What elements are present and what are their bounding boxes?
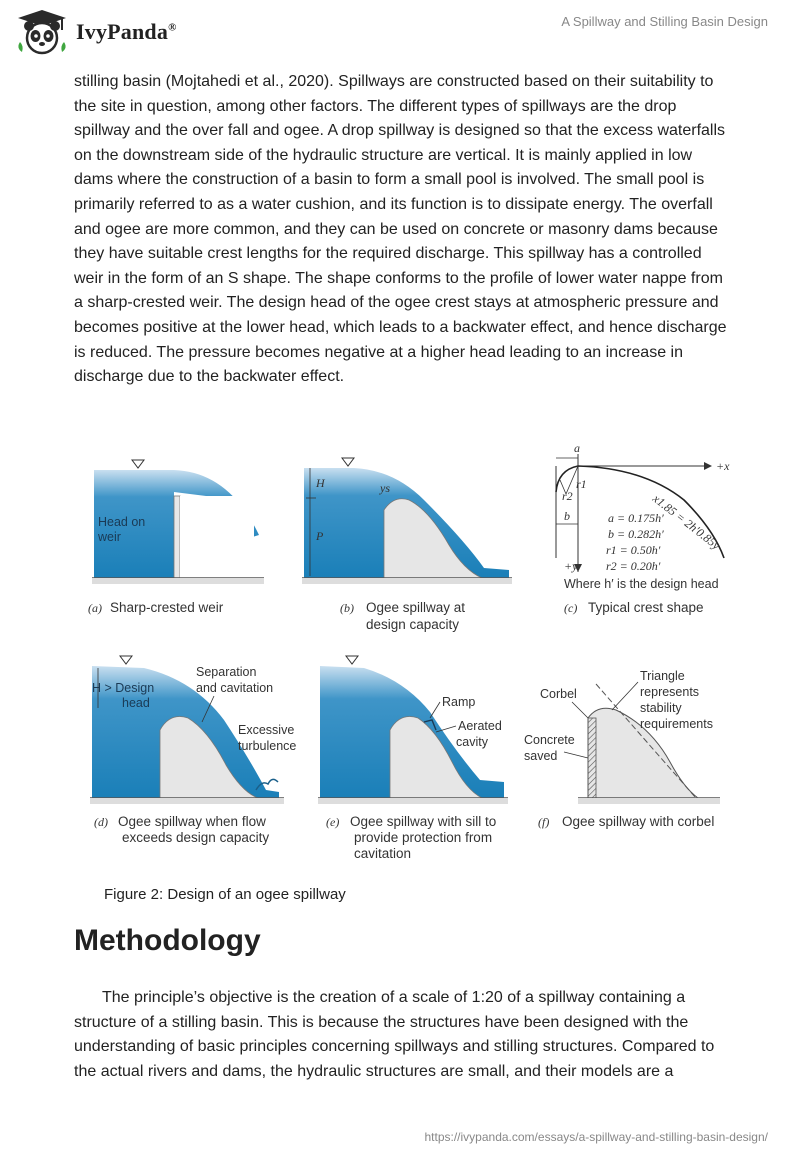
methodology-heading: Methodology xyxy=(74,924,261,957)
logo-trademark: ® xyxy=(168,21,177,34)
panel-f-concrete-label-2: saved xyxy=(524,749,558,763)
body-paragraph: stilling basin (Mojtahedi et al., 2020). Spillways are constructed based on their suitability to the site in question, among other factors. The different types of spillways are the drop spillway and the over fall and ogee. A drop spillway is designed so that the excess waterfalls on the downstream side of the hydraulic structure are vertical. It is mainly applied in low dams where the construction of a basin to form a small pool is involved. The small pool is primarily referred to as a water cushion, and its function is to dissipate energy. The overfall and ogee are more common, and they can be used on concrete or masonry dams because they have suitable crest lengths for the required discharge. This spillway has a controlled weir in the form of an S shape. The shape conforms to the profile of lower water nappe from a sharp-crested weir. The design head of the ogee crest stays at atmospheric pressure and becomes positive at the lower head, which leads to a backwater effect, and hence discharge is reduced. The pressure becomes negative at a higher head leading to an increase in discharge due to the backwater effect. xyxy=(74,73,727,386)
panel-f-triangle-label-3: stability xyxy=(640,701,682,715)
panel-c-y-axis-label: +y xyxy=(564,559,578,573)
panel-e-aerated-label-2: cavity xyxy=(456,735,488,749)
panel-d-letter: (d) xyxy=(94,815,108,829)
panel-a-head-label-2: weir xyxy=(98,530,121,544)
ivypanda-logo[interactable] xyxy=(14,8,177,56)
panel-b-ogee-design-capacity xyxy=(302,458,512,632)
panel-f-corbel-label: Corbel xyxy=(540,687,577,701)
panel-f-concrete-label-1: Concrete xyxy=(524,733,575,747)
logo-name: IvyPanda xyxy=(76,19,169,44)
figure-caption: Figure 2: Design of an ogee spillway xyxy=(104,886,346,903)
document-title: A Spillway and Stilling Basin Design xyxy=(561,14,768,29)
panel-e-caption-1: Ogee spillway with sill to xyxy=(350,814,497,829)
panel-a-sharp-crested-weir xyxy=(88,460,264,615)
panel-a-head-label-1: Head on xyxy=(98,515,146,529)
panel-f-triangle-label-2: represents xyxy=(640,685,700,699)
panel-c-eq-a: a = 0.175h′ xyxy=(608,511,664,525)
panel-d-turbulence-label-1: Excessive xyxy=(238,723,295,737)
panel-c-equation: x1.85 = 2h′0.85y xyxy=(650,491,723,553)
panel-e-ramp-label: Ramp xyxy=(442,695,476,709)
methodology-paragraph: The principle’s objective is the creation of a scale of 1:20 of a spillway containing a structure of a stilling basin. This is because the structures have been designed with the understanding of basic principles concerning spillways and stilling structures. Compared to the actual rivers and dams, the hydraulic structures are small, and their models are a xyxy=(74,989,715,1080)
panel-c-x-axis-label: +x xyxy=(716,459,730,473)
logo-wordmark xyxy=(76,19,177,45)
panel-c-eq-r1: r1 = 0.50h′ xyxy=(606,543,661,557)
panel-e-caption-3: cavitation xyxy=(354,846,412,861)
page-header xyxy=(0,0,800,64)
panel-c-eq-r2: r2 = 0.20h′ xyxy=(606,559,661,573)
panel-e-aerated-label-1: Aerated xyxy=(458,719,502,733)
panel-d-exceeds-capacity xyxy=(90,656,296,845)
panel-a-caption: Sharp-crested weir xyxy=(110,600,224,615)
panda-logo-icon xyxy=(14,8,70,56)
panel-d-separation-label-1: Separation xyxy=(196,665,257,679)
panel-b-H-label: H xyxy=(316,476,325,490)
panel-c-crest-shape xyxy=(556,441,730,615)
panel-c-letter: (c) xyxy=(564,601,578,615)
panel-e-caption-2: provide protection from xyxy=(354,830,493,845)
panel-c-a-label: a xyxy=(574,441,580,455)
spillway-diagrams xyxy=(84,440,744,870)
footer-url-link[interactable]: https://ivypanda.com/essays/a-spillway-and-stilling-basin-design/ xyxy=(424,1130,768,1144)
panel-c-caption: Typical crest shape xyxy=(588,600,704,615)
panel-b-caption-1: Ogee spillway at xyxy=(366,600,466,615)
panel-f-corbel xyxy=(524,669,720,829)
panel-c-r1-label: r1 xyxy=(576,477,587,491)
panel-c-b-label: b xyxy=(564,509,570,523)
panel-d-turbulence-label-2: turbulence xyxy=(238,739,297,753)
spillway-figure xyxy=(84,440,744,870)
panel-f-letter: (f) xyxy=(538,815,550,829)
panel-d-head-label-2: head xyxy=(122,696,150,710)
panel-c-r2-label: r2 xyxy=(562,489,573,503)
panel-a-letter: (a) xyxy=(88,601,102,615)
panel-c-where-note: Where h′ is the design head xyxy=(564,577,719,591)
panel-f-triangle-label-1: Triangle xyxy=(640,669,685,683)
panel-e-letter: (e) xyxy=(326,815,340,829)
panel-d-head-label-1: H > Design xyxy=(92,681,155,695)
panel-f-caption: Ogee spillway with corbel xyxy=(562,814,715,829)
panel-d-separation-label-2: and cavitation xyxy=(196,681,274,695)
panel-c-eq-b: b = 0.282h′ xyxy=(608,527,664,541)
panel-b-caption-2: design capacity xyxy=(366,617,460,632)
panel-b-P-label: P xyxy=(316,529,324,543)
panel-b-letter: (b) xyxy=(340,601,354,615)
panel-b-ys-label: ys xyxy=(380,481,390,495)
panel-f-triangle-label-4: requirements xyxy=(640,717,713,731)
panel-e-sill-protection xyxy=(318,656,508,861)
panel-d-caption-1: Ogee spillway when flow xyxy=(118,814,266,829)
panel-d-caption-2: exceeds design capacity xyxy=(122,830,270,845)
